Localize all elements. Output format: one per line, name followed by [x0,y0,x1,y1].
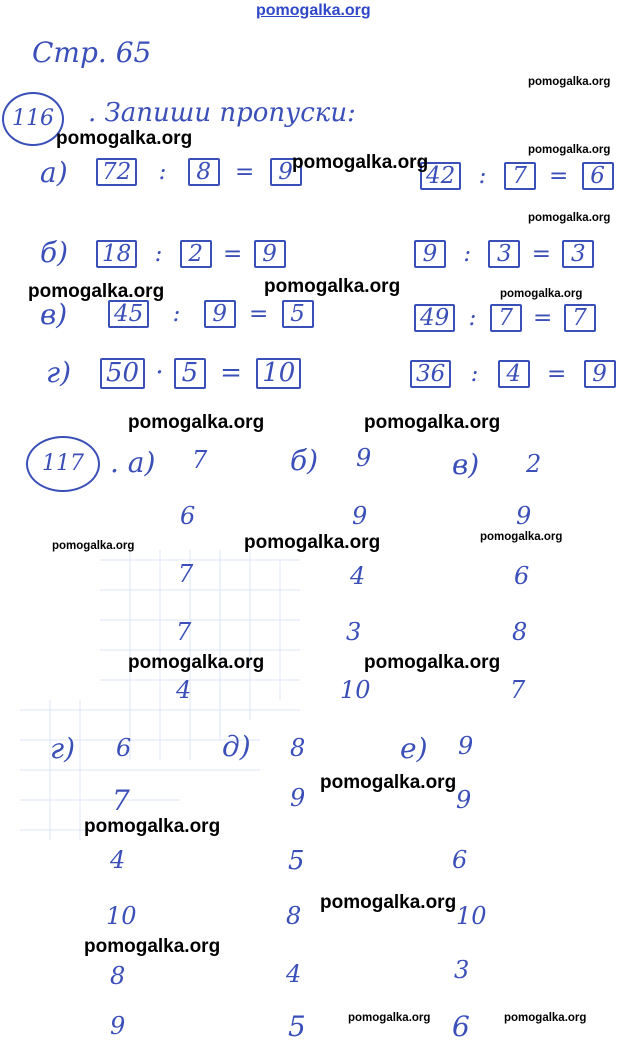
expr-box: 42 [420,162,461,190]
task-116-row-v-left: 45 : 9 = 5 [108,300,314,328]
task-116-row-g-label: г) [46,356,72,389]
expr-box: 18 [96,240,137,268]
watermark: pomogalka.org [292,152,429,173]
watermark: pomogalka.org [56,128,193,149]
task-117-number: 117 [26,436,100,492]
watermark: pomogalka.org [84,936,221,957]
task-117-col-b-label: б) [290,444,319,477]
task-117-col-d-label: д) [222,730,251,763]
expr-box: 9 [204,300,236,328]
expr-box: 3 [488,240,520,268]
list-item: 3 [346,618,362,646]
expr-box: 6 [582,162,614,190]
list-item: 10 [456,902,487,930]
task-117-col-e-label: е) [400,732,428,765]
page-header: Стр. 65 [32,36,152,69]
expr-box: 7 [490,304,522,332]
list-item: 6 [452,1010,470,1043]
expr-box: 7 [504,162,536,190]
list-item: 9 [110,1012,126,1040]
list-item: 5 [288,1010,306,1043]
watermark: pomogalka.org [128,412,265,433]
expr-box: 10 [256,358,301,389]
list-item: 9 [352,502,368,530]
list-item: 8 [290,734,306,762]
list-item: 2 [526,450,542,478]
list-item: 4 [176,676,192,704]
watermark: pomogalka.org [528,76,611,88]
task-116-row-a-label: а) [40,156,68,189]
list-item: 6 [116,734,132,762]
watermark: pomogalka.org [364,652,501,673]
list-item: 10 [340,676,371,704]
expr-box: 72 [96,158,137,186]
list-item: 4 [110,846,126,874]
watermark: pomogalka.org [528,212,611,224]
watermark: pomogalka.org [128,652,265,673]
expr-box: 2 [180,240,212,268]
list-item: 6 [180,502,196,530]
list-item: 7 [192,446,208,474]
expr-box: 3 [562,240,594,268]
expr-box: 7 [564,304,596,332]
watermark: pomogalka.org [84,816,221,837]
task-116-row-g-left: 50 · 5 = 10 [100,358,301,389]
task-116-row-a-right: 42 : 7 = 6 [420,162,614,190]
task-116-row-b-label: б) [40,236,69,269]
watermark: pomogalka.org [364,412,501,433]
task-116-row-v-right: 49 : 7 = 7 [414,304,596,332]
list-item: 9 [456,786,472,814]
list-item: 9 [458,732,474,760]
expr-box: 9 [270,158,302,186]
expr-box: 45 [108,300,149,328]
watermark: pomogalka.org [504,1012,587,1024]
watermark: pomogalka.org [480,531,563,543]
task-116-row-b-left: 18 : 2 = 9 [96,240,286,268]
watermark: pomogalka.org [52,540,135,552]
list-item: 6 [514,562,530,590]
task-117-col-a-label: . а) [110,446,156,479]
watermark: pomogalka.org [264,276,401,297]
expr-box: 49 [414,304,455,332]
list-item: 8 [286,902,302,930]
task-116-row-a-left: 72 : 8 = 9 [96,158,302,186]
expr-box: 9 [254,240,286,268]
task-117-col-g-label: г) [50,732,76,765]
list-item: 5 [288,846,305,876]
task-116-row-v-label: в) [40,298,68,331]
watermark: pomogalka.org [320,892,457,913]
list-item: 9 [516,502,532,530]
task-116-number: 116 [2,92,64,146]
watermark: pomogalka.org [528,144,611,156]
expr-box: 9 [584,360,616,388]
list-item: 4 [286,960,302,988]
watermark-top-link[interactable]: pomogalka.org [256,2,371,19]
list-item: 6 [452,846,468,874]
list-item: 9 [290,784,306,812]
task-116-row-b-right: 9 : 3 = 3 [414,240,594,268]
expr-box: 36 [410,360,451,388]
expr-box: 8 [188,158,220,186]
list-item: 7 [510,676,526,704]
task-117-col-v-label: в) [452,448,480,481]
watermark: pomogalka.org [320,772,457,793]
list-item: 10 [106,902,137,930]
list-item: 7 [112,784,130,817]
watermark: pomogalka.org [500,288,583,300]
expr-box: 4 [498,360,530,388]
task-116-instruction: . Запиши пропуски: [88,98,356,128]
expr-box: 5 [174,358,206,389]
expr-box: 9 [414,240,446,268]
list-item: 7 [178,560,194,588]
list-item: 4 [350,562,366,590]
list-item: 8 [512,618,528,646]
task-116-row-g-right: 36 : 4 = 9 [410,360,616,388]
watermark: pomogalka.org [244,532,381,553]
list-item: 8 [110,962,126,990]
expr-box: 5 [282,300,314,328]
expr-box: 50 [100,358,145,389]
list-item: 9 [356,444,372,472]
list-item: 7 [176,618,192,646]
watermark: pomogalka.org [28,281,165,302]
list-item: 3 [454,956,470,984]
watermark: pomogalka.org [348,1012,431,1024]
